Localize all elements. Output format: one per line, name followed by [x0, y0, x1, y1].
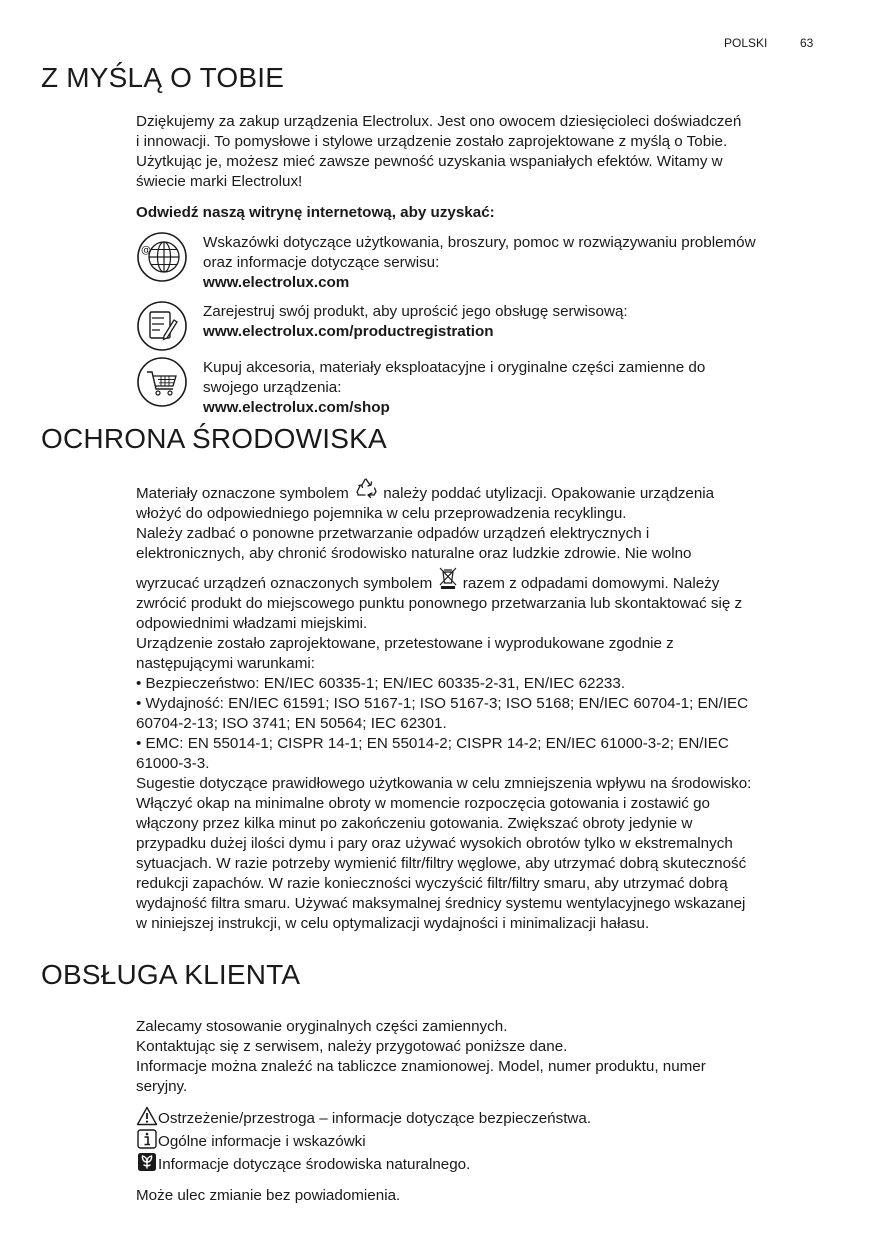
page-number: 63	[800, 36, 814, 50]
legend-environment: Informacje dotyczące środowiska naturalnego.	[136, 1152, 816, 1175]
registration-icon	[136, 300, 188, 352]
registration-link[interactable]: www.electrolux.com/productregistration	[203, 323, 494, 340]
header-language: POLSKI	[724, 36, 768, 50]
legend-warning: Ostrzeżenie/przestroga – informacje dotyczące bezpieczeństwa.	[136, 1106, 816, 1129]
environment-paragraph: Materiały oznaczone symbolem należy poddać utylizacji. Opakowanie urządzenia włożyć do odpowiedniego pojemnika w celu przeprowadzenia recyklingu. Należy zadbać o ponowne przetwarzanie odpadów urządzeń elektrycznych i elektronicznych, aby chronić środowisko naturalne oraz ludzkie zdrowie. Nie wolno wyrzucać urządzeń oznaczonych symbolem razem z odpadami domowymi. Należy zwrócić produkt do miejscowego punktu ponownego przetwarzania lub skontaktować się z odpowiednimi władzami miejskimi. Urządzenie zostało zaprojektowane, przetestowane i wyprodukowane zgodnie z następującymi warunkami: • Bezpieczeństwo: EN/IEC 60335-1; EN/IEC 60335-2-31, EN/IEC 62233. • Wydajność: EN/IEC 61591; ISO 5167-1; ISO 5167-3; ISO 5168; EN/IEC 60704-1; EN/IEC 60704-2-13; ISO 3741; EN 50564; IEC 62301. • EMC: EN 55014-1; CISPR 14-1; EN 55014-2; CISPR 14-2; EN/IEC 61000-3-2; EN/IEC 61000-3-3. Sugestie dotyczące prawidłowego użytkowania w celu zmniejszenia wpływu na środowisko: Włączyć okap na minimalne obroty w momencie rozpoczęcia gotowania i zostawić go włączony przez kilka minut po zakończeniu gotowania. Zwiększać obroty jedynie w przypadku dużej ilości dymu i pary oraz używać wysokich obrotów tylko w ekstremalnych sytuacjach. W razie potrzeby wymienić filtr/filtry węglowe, aby utrzymać dobrą skuteczność redukcji zapachów. W razie konieczności wyczyścić filtr/filtry smaru, aby utrzymać dobrą wydajność filtra smaru. Używać maksymalnej średnicy systemu wentylacyjnego wskazanej w niniejszej instrukcji, w celu optymalizacji wydajności i minimalizacji hałasu.	[136, 474, 816, 934]
shopping-cart-icon	[136, 356, 188, 408]
legend-info: Ogólne informacje i wskazówki	[136, 1129, 816, 1152]
website-item-registration: Zarejestruj swój produkt, aby uprościć jego obsługę serwisową: www.electrolux.com/productregistration	[136, 300, 826, 354]
svg-text:@: @	[141, 245, 151, 256]
change-notice: Może ulec zmianie bez powiadomienia.	[136, 1187, 401, 1204]
globe-icon	[136, 231, 188, 283]
customer-service-paragraph: Zalecamy stosowanie oryginalnych części zamiennych. Kontaktując się z serwisem, należy przygotować poniższe dane. Informacje można znaleźć na tabliczce znamionowej. Model, numer produktu, numer seryjny.	[136, 1018, 706, 1095]
symbol-legend	[136, 1106, 816, 1175]
visit-website-heading: Odwiedź naszą witrynę internetową, aby uzyskać:	[136, 204, 495, 221]
info-icon	[136, 1129, 158, 1149]
environment-leaf-icon	[136, 1152, 158, 1172]
section-title-environment: OCHRONA ŚRODOWISKA	[41, 423, 387, 454]
recycle-icon	[353, 476, 379, 500]
warning-icon	[136, 1106, 158, 1126]
website-item-shop: Kupuj akcesoria, materiały eksploatacyjne i oryginalne części zamienne do swojego urządzenia: www.electrolux.com/shop	[136, 356, 826, 410]
website-item-support: @ Wskazówki dotyczące użytkowania, broszury, pomoc w rozwiązywaniu problemów oraz informacje dotyczące serwisu: www.electrolux.com	[136, 231, 826, 285]
shop-link[interactable]: www.electrolux.com/shop	[203, 399, 390, 416]
section-title-thinking-of-you: Z MYŚLĄ O TOBIE	[41, 62, 285, 93]
section-title-customer-service: OBSŁUGA KLIENTA	[41, 959, 301, 990]
intro-paragraph: Dziękujemy za zakup urządzenia Electrolux. Jest ono owocem dziesięcioleci doświadczeń i innowacji. To pomysłowe i stylowe urządzenie zostało zaprojektowane z myślą o Tobie. Użytkując je, możesz mieć zawsze pewność uzyskania wspaniałych efektów. Witamy w świecie marki Electrolux!	[136, 113, 742, 190]
crossed-bin-icon	[437, 566, 459, 590]
support-link[interactable]: www.electrolux.com	[203, 274, 350, 291]
